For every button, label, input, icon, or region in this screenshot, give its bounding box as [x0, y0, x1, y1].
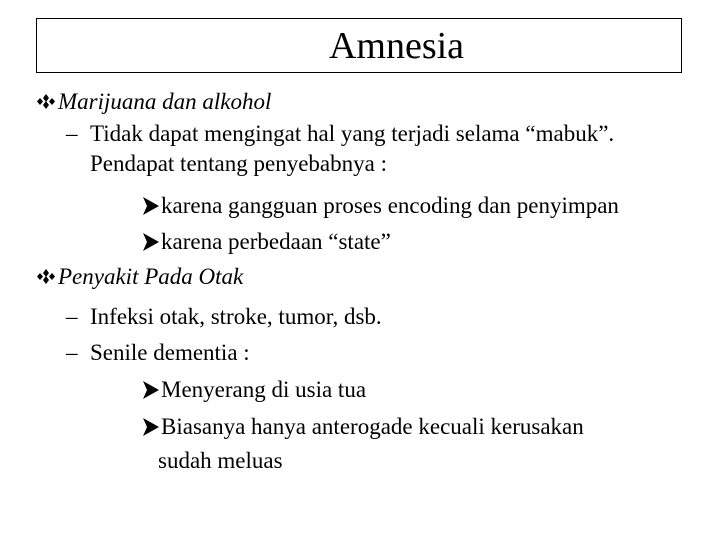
dash-bullet: – — [66, 340, 78, 365]
dash-bullet: – — [66, 121, 78, 146]
item-text: Infeksi otak, stroke, tumor, dsb. — [90, 304, 382, 329]
diamond-bullet-icon — [36, 88, 56, 116]
section-heading-2: Penyakit Pada Otak — [58, 264, 244, 289]
sub-item-text: karena gangguan proses encoding dan penyimpan — [161, 193, 619, 218]
arrow-bullet-icon — [143, 418, 159, 436]
sub-item-text: Biasanya hanya anterogade kecuali kerusakan — [161, 414, 584, 439]
dash-bullet: – — [66, 304, 78, 329]
section-heading-1: Marijuana dan alkohol — [58, 89, 272, 114]
sub-item-text: karena perbedaan “state” — [161, 229, 391, 254]
item-text: Tidak dapat mengingat hal yang terjadi selama “mabuk”. — [90, 121, 615, 146]
sub-item — [143, 228, 391, 256]
arrow-bullet-icon — [143, 233, 159, 251]
arrow-bullet-icon — [143, 381, 159, 399]
sub-item-text: Menyerang di usia tua — [161, 377, 367, 402]
title-box — [36, 18, 682, 73]
diamond-bullet-icon — [36, 263, 56, 291]
item-text: Senile dementia : — [90, 340, 250, 365]
sub-item — [143, 413, 584, 441]
item-text-continued: Pendapat tentang penyebabnya : — [90, 151, 387, 176]
arrow-bullet-icon — [143, 197, 159, 215]
sub-item — [143, 192, 619, 220]
slide-title: Amnesia — [328, 25, 465, 67]
sub-item — [143, 376, 366, 404]
sub-item-text-continued: sudah meluas — [158, 448, 283, 473]
